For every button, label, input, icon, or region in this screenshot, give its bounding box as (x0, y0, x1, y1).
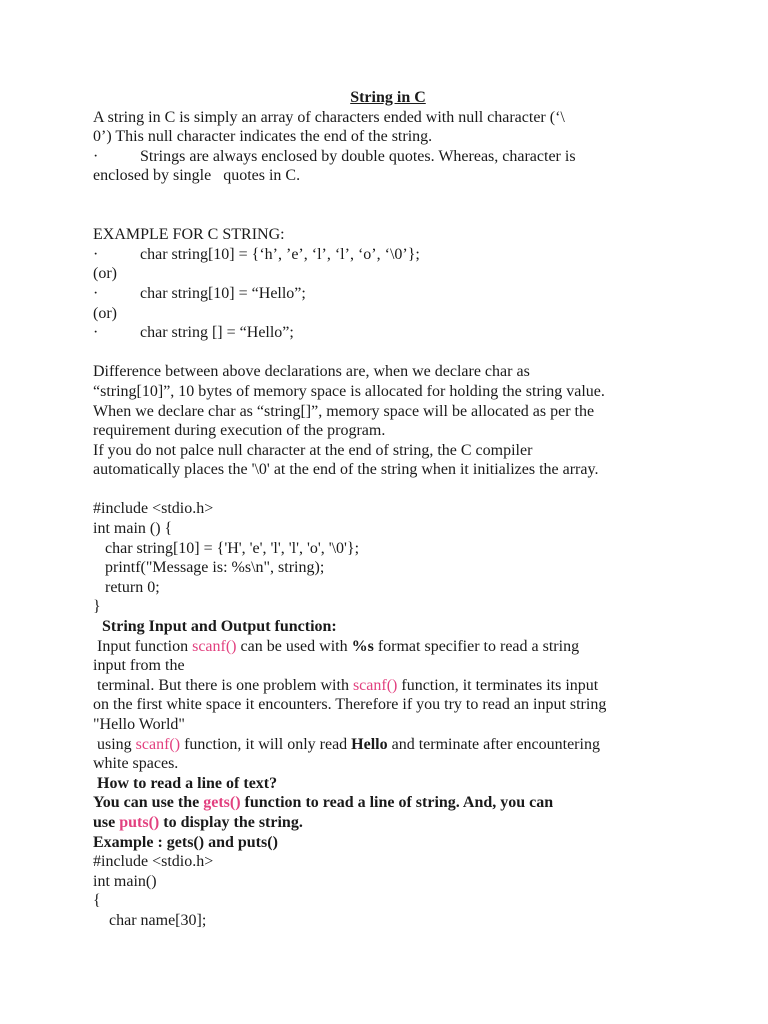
bullet-dot: · (93, 284, 99, 302)
difference-line: “string[10]”, 10 bytes of memory space is allocated for holding the string value. (93, 382, 605, 400)
difference-line: If you do not palce null character at the end of string, the C compiler (93, 441, 533, 459)
or-separator: (or) (93, 304, 117, 322)
code-line: int main () { (93, 520, 173, 538)
text-run: format specifier to read a string (373, 637, 580, 655)
text-run: use (93, 813, 120, 831)
text-run: can be used with (236, 637, 352, 655)
declaration-text: char string[10] = {‘h’, ’e’, ‘l’, ‘l’, ‘o’, ‘\0’}; (140, 245, 420, 263)
example2-heading: Example : gets() and puts() (93, 833, 278, 851)
text-run: using (93, 735, 136, 753)
text-run: function, it will only read (180, 735, 352, 753)
gets-keyword: gets() (203, 794, 241, 812)
code-line: char string[10] = {'H', 'e', 'l', 'l', 'o', '\0'}; (93, 539, 360, 557)
code-line: char name[30]; (93, 911, 207, 929)
code-line: int main() (93, 872, 157, 890)
text-run: You can use the (93, 794, 204, 812)
declaration-item (93, 284, 683, 304)
difference-line: Difference between above declarations are, when we declare char as (93, 363, 530, 381)
code-line: { (93, 892, 101, 910)
text-run: function to read a line of string. And, you can (240, 794, 554, 812)
io-paragraph-line (93, 676, 683, 696)
scanf-keyword: scanf() (352, 676, 398, 694)
page-title: String in C (350, 89, 426, 106)
bullet-dot: · (93, 245, 99, 263)
intro-line-2: 0’) This null character indicates the end of the string. (93, 128, 433, 146)
code-line: printf("Message is: %s\n", string); (93, 559, 325, 577)
scanf-keyword: scanf() (135, 735, 181, 753)
io-paragraph-line (93, 735, 683, 755)
text-run: Input function (93, 637, 193, 655)
puts-keyword: puts() (119, 813, 160, 831)
line-read-paragraph (93, 813, 683, 833)
line-read-paragraph (93, 793, 683, 813)
io-paragraph-line: on the first white space it encounters. Therefore if you try to read an input string (93, 696, 607, 714)
io-paragraph-line (93, 637, 683, 657)
io-heading: String Input and Output function: (102, 618, 337, 636)
document-body (93, 88, 683, 931)
scanf-keyword: scanf() (192, 637, 237, 655)
code-line: } (93, 598, 101, 616)
difference-line: automatically places the '\0' at the end of the string when it initializes the array. (93, 461, 599, 479)
example-heading: EXAMPLE FOR C STRING: (93, 226, 285, 244)
bullet-text-continued: enclosed by single quotes in C. (93, 167, 301, 185)
declaration-item (93, 245, 683, 265)
text-run: terminal. But there is one problem with (93, 676, 353, 694)
code-line: return 0; (93, 578, 160, 596)
bullet-text: Strings are always enclosed by double quotes. Whereas, character is (140, 147, 576, 165)
declaration-item (93, 323, 683, 343)
declaration-text: char string[10] = “Hello”; (140, 284, 306, 302)
declaration-text: char string [] = “Hello”; (140, 324, 294, 342)
io-paragraph-line: "Hello World" (93, 716, 185, 733)
code-line: #include <stdio.h> (93, 853, 214, 871)
bullet-item (93, 147, 683, 167)
difference-line: requirement during execution of the program. (93, 422, 386, 440)
bullet-dot: · (93, 147, 99, 165)
or-separator: (or) (93, 265, 117, 283)
format-specifier: %s (351, 637, 374, 655)
text-run: to display the string. (159, 813, 303, 831)
text-run: function, it terminates its input (397, 676, 599, 694)
intro-line-1: A string in C is simply an array of characters ended with null character (‘\ (93, 108, 565, 126)
text-run: and terminate after encountering (387, 735, 600, 753)
line-read-heading: How to read a line of text? (93, 774, 278, 792)
difference-line: When we declare char as “string[]”, memory space will be allocated as per the (93, 402, 595, 420)
io-paragraph-line: input from the (93, 657, 185, 675)
code-line: #include <stdio.h> (93, 500, 214, 518)
bullet-dot: · (93, 324, 99, 342)
io-paragraph-line: white spaces. (93, 755, 179, 773)
hello-word: Hello (351, 735, 388, 753)
